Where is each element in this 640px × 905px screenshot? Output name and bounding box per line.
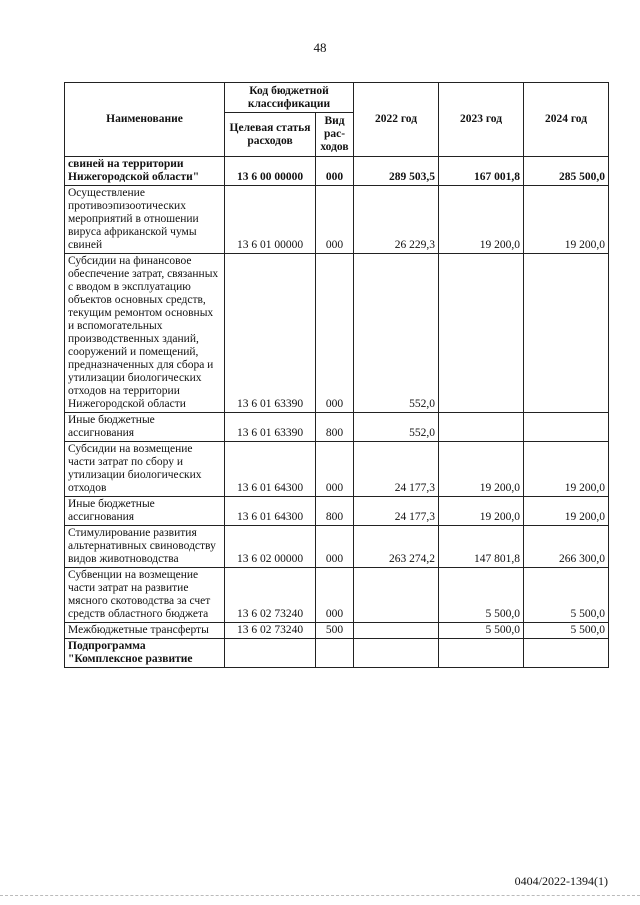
table-row — [65, 526, 609, 568]
header-2023: 2023 год — [439, 83, 524, 157]
row-expense-type: 000 — [316, 526, 354, 568]
row-target-article: 13 6 01 64300 — [225, 497, 316, 526]
table-row — [65, 254, 609, 413]
table-row — [65, 442, 609, 497]
scan-edge-line — [0, 895, 640, 897]
row-value-2022: 289 503,5 — [354, 157, 439, 186]
row-expense-type: 000 — [316, 568, 354, 623]
row-expense-type: 000 — [316, 157, 354, 186]
row-value-2023: 19 200,0 — [439, 442, 524, 497]
row-name: Стимулирование развития альтернативных свиноводству видов животноводства — [65, 526, 225, 568]
table-row — [65, 497, 609, 526]
row-value-2024: 19 200,0 — [524, 442, 609, 497]
row-value-2023: 147 801,8 — [439, 526, 524, 568]
table-row — [65, 413, 609, 442]
row-value-2022 — [354, 623, 439, 639]
row-value-2022: 552,0 — [354, 413, 439, 442]
row-value-2024: 5 500,0 — [524, 623, 609, 639]
budget-table — [64, 82, 609, 668]
row-value-2024: 19 200,0 — [524, 186, 609, 254]
row-expense-type: 800 — [316, 497, 354, 526]
row-name: Осуществление противоэпизоотических мероприятий в отношении вируса африканской чумы свиней — [65, 186, 225, 254]
row-target-article: 13 6 01 63390 — [225, 413, 316, 442]
row-value-2023: 19 200,0 — [439, 186, 524, 254]
row-value-2023: 5 500,0 — [439, 568, 524, 623]
row-expense-type: 800 — [316, 413, 354, 442]
row-target-article: 13 6 01 63390 — [225, 254, 316, 413]
row-value-2023: 19 200,0 — [439, 497, 524, 526]
row-target-article: 13 6 00 00000 — [225, 157, 316, 186]
row-expense-type: 000 — [316, 186, 354, 254]
row-name: Подпрограмма "Комплексное развитие — [65, 639, 225, 668]
row-value-2023 — [439, 413, 524, 442]
row-value-2024 — [524, 639, 609, 668]
row-target-article: 13 6 02 00000 — [225, 526, 316, 568]
header-2022: 2022 год — [354, 83, 439, 157]
table-row — [65, 639, 609, 668]
page-number: 48 — [313, 40, 327, 55]
row-value-2022: 26 229,3 — [354, 186, 439, 254]
row-target-article: 13 6 01 64300 — [225, 442, 316, 497]
row-value-2024: 5 500,0 — [524, 568, 609, 623]
header-target-article: Целевая статья расходов — [225, 113, 316, 157]
header-name: Наименование — [65, 83, 225, 157]
row-expense-type: 000 — [316, 442, 354, 497]
row-target-article: 13 6 01 00000 — [225, 186, 316, 254]
row-value-2023: 5 500,0 — [439, 623, 524, 639]
row-name: Иные бюджетные ассигнования — [65, 413, 225, 442]
row-value-2024: 285 500,0 — [524, 157, 609, 186]
row-name: свиней на территории Нижегородской области" — [65, 157, 225, 186]
row-value-2023: 167 001,8 — [439, 157, 524, 186]
row-name: Субвенции на возмещение части затрат на развитие мясного скотоводства за счет средств областного бюджета — [65, 568, 225, 623]
row-value-2022: 24 177,3 — [354, 442, 439, 497]
header-budget-code: Код бюджетной классификации — [225, 83, 354, 113]
row-value-2023 — [439, 254, 524, 413]
row-expense-type — [316, 639, 354, 668]
row-expense-type: 500 — [316, 623, 354, 639]
row-value-2023 — [439, 639, 524, 668]
document-code: 0404/2022-1394(1) — [514, 874, 608, 888]
header-expense-type: Вид рас-ходов — [316, 113, 354, 157]
row-name: Межбюджетные трансферты — [65, 623, 225, 639]
row-value-2022 — [354, 568, 439, 623]
table-row — [65, 157, 609, 186]
row-value-2024: 266 300,0 — [524, 526, 609, 568]
row-value-2024 — [524, 413, 609, 442]
row-value-2022: 24 177,3 — [354, 497, 439, 526]
row-name: Субсидии на возмещение части затрат по сбору и утилизации биологических отходов — [65, 442, 225, 497]
row-value-2022 — [354, 639, 439, 668]
row-value-2022: 263 274,2 — [354, 526, 439, 568]
header-2024: 2024 год — [524, 83, 609, 157]
table-row — [65, 623, 609, 639]
row-name: Иные бюджетные ассигнования — [65, 497, 225, 526]
row-value-2022: 552,0 — [354, 254, 439, 413]
row-target-article: 13 6 02 73240 — [225, 568, 316, 623]
row-name: Субсидии на финансовое обеспечение затрат, связанных с вводом в эксплуатацию объектов основных средств, текущим ремонтом основных и вспомогательных производственных зданий, сооружений и помещений, предназначенных для сбора и утилизации биологических отходов на территории Нижегородской области — [65, 254, 225, 413]
table-row — [65, 568, 609, 623]
row-target-article — [225, 639, 316, 668]
row-target-article: 13 6 02 73240 — [225, 623, 316, 639]
row-expense-type: 000 — [316, 254, 354, 413]
table-row — [65, 186, 609, 254]
row-value-2024 — [524, 254, 609, 413]
row-value-2024: 19 200,0 — [524, 497, 609, 526]
